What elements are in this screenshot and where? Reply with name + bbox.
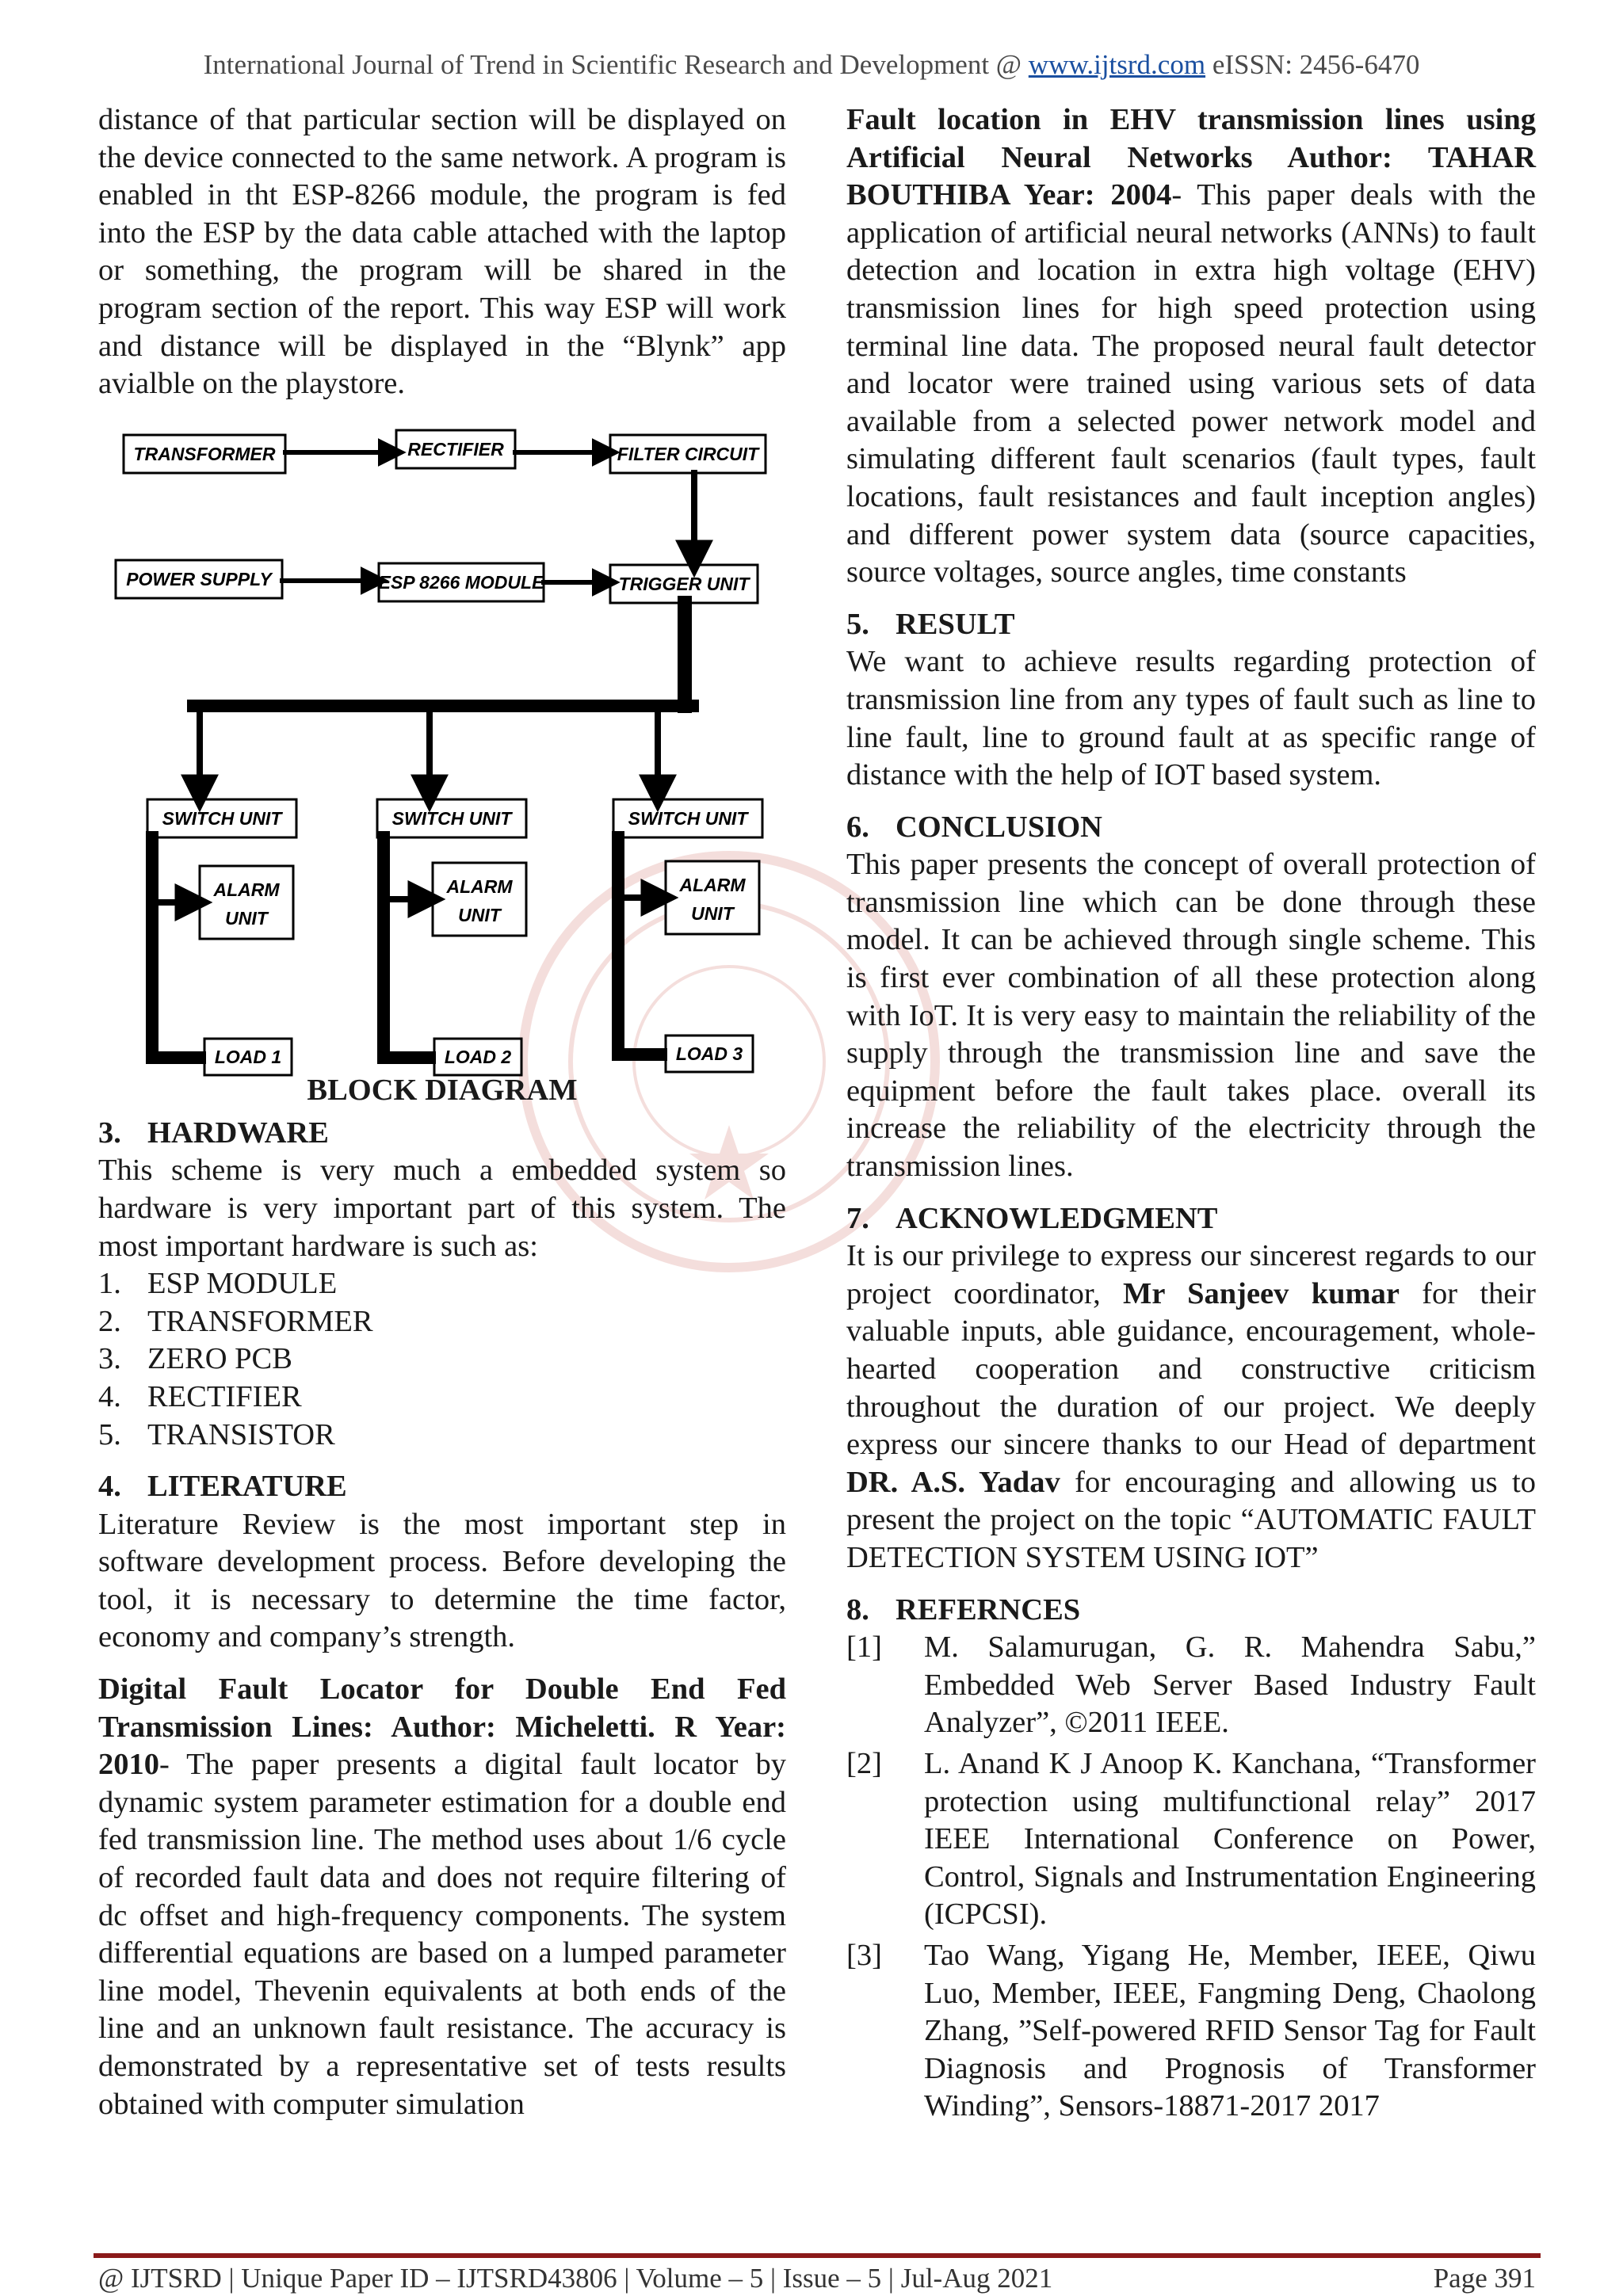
label-rectifier: RECTIFIER [407,438,504,460]
hardware-heading [98,1115,786,1153]
hardware-title: HARDWARE [147,1116,329,1150]
hardware-list [98,1265,786,1454]
refs-heading [846,1592,1536,1630]
list-item-num: 4. [98,1379,121,1413]
literature-heading [98,1468,786,1506]
list-item [98,1379,786,1417]
reference-text: M. Salamurugan, G. R. Mahendra Sabu,” Embedded Web Server Based Industry Fault Analyzer”, ©2011 IEEE. [924,1630,1536,1740]
hardware-num: 3. [98,1116,121,1150]
label-alarm-1a: ALARM [213,879,280,900]
ack-heading [846,1200,1536,1238]
ack-text-3: for encouraging and allowing us to present the project on the topic “AUTOMATIC FAULT DETECTION SYSTEM USING IOT” [846,1465,1537,1574]
ack-coordinator: Mr Sanjeev kumar [1123,1276,1400,1310]
diagram-caption: BLOCK DIAGRAM [307,1073,578,1107]
result-num: 5. [846,607,869,641]
ack-text-2: for their valuable inputs, able guidance, encouragement, whole-hearted cooperation and constructive criticism throughout the duration of our project. We deeply express our sincere thanks to our Head of department [846,1276,1536,1462]
label-alarm-2a: ALARM [446,875,513,897]
running-header [0,49,1623,81]
feeder-1 [152,837,200,1058]
running-footer [98,2263,1536,2294]
conclusion-heading [846,809,1536,847]
header-issn: eISSN: 2456-6470 [1205,49,1420,80]
literature-num: 4. [98,1470,121,1504]
ack-paragraph [846,1238,1536,1577]
label-alarm-2b: UNIT [458,904,501,925]
digital-fault-text: - The paper presents a digital fault locator by dynamic system parameter estimation for a double end fed transmission line. The method uses about 1/6 cycle of recorded fault data and does not require filtering of dc offset and high-frequency components. The system differential equations are based on a lumped parameter line model, Thevenin equivalents at both ends of the line and an unknown fault resistance. The accuracy is demonstrated by a representative set of tests results obtained with computer simulation [98,1748,786,2121]
label-esp: ESP 8266 MODULE [378,571,544,593]
list-item-num: 2. [98,1304,121,1338]
refs-num: 8. [846,1592,869,1627]
feeder-3 [618,837,661,1055]
result-title: RESULT [896,607,1015,641]
reference-text: L. Anand K J Anoop K. Kanchana, “Transformer protection using multifunctional relay” 2017 IEEE International Conference on Power, Control, Signals and Instrumentation Engineering (ICPCSI). [924,1746,1536,1932]
journal-link[interactable]: www.ijtsrd.com [1028,49,1206,80]
list-item [98,1341,786,1379]
reference-text: Tao Wang, Yigang He, Member, IEEE, Qiwu Luo, Member, IEEE, Fangming Deng, Chaolong Zhang, ”Self-powered RFID Sensor Tag for Fault Diagnosis and Prognosis of Transformer Winding”, Sensors-18871-2017 2017 [924,1938,1536,2123]
reference-item [846,1629,1536,1742]
ack-hod: DR. A.S. Yadav [846,1465,1060,1499]
reference-number: [1] [846,1630,882,1665]
label-load-2: LOAD 2 [444,1046,512,1067]
result-heading [846,606,1536,644]
list-item-label: TRANSFORMER [147,1304,373,1338]
digital-fault-title: Digital Fault Locator for Double End Fed Transmission Lines: Author: Micheletti. R Year: 2010 [98,1672,786,1782]
reference-item [846,1745,1536,1934]
feeder-2 [384,837,430,1058]
list-item-label: ZERO PCB [147,1342,292,1376]
label-power-supply: POWER SUPPLY [126,568,272,589]
ack-title: ACKNOWLEDGMENT [896,1201,1218,1235]
fault-location-paragraph [846,101,1536,592]
reference-number: [3] [846,1938,882,1972]
footer-info: @ IJTSRD | Unique Paper ID – IJTSRD43806 | Volume – 5 | Issue – 5 | Jul-Aug 2021 [98,2263,1053,2294]
right-column [846,101,1536,2129]
conclusion-title: CONCLUSION [896,810,1102,844]
label-switch-2: SWITCH UNIT [391,807,512,829]
label-switch-3: SWITCH UNIT [628,807,748,829]
fault-location-text: - This paper deals with the application of artificial neural networks (ANNs) to fault detection and location in extra high voltage (EHV) transmission lines for high speed protection using terminal line data. The proposed neural fault detector and locator were trained using various sets of data available from a selected power network model and simulating different fault scenarios (fault types, fault locations, fault resistances and fault inception angles) and different power system data (source capacities, source voltages, source angles, time constants [846,178,1536,589]
label-alarm-3b: UNIT [691,902,734,924]
list-item-label: ESP MODULE [147,1267,338,1301]
refs-title: REFERNCES [896,1592,1081,1627]
label-load-1: LOAD 1 [214,1046,282,1067]
block-diagram [98,418,786,1115]
list-item-label: TRANSISTOR [147,1417,335,1451]
label-load-3: LOAD 3 [675,1043,743,1064]
label-transformer: TRANSFORMER [133,443,276,464]
list-item-num: 3. [98,1342,121,1376]
list-item [98,1417,786,1455]
intro-paragraph: distance of that particular section will be displayed on the device connected to the same network. A program is enabled in tht ESP-8266 module, the program is fed into the ESP by the data cable attached with the laptop or something, the program will be shared in the program section of the report. This way ESP will work and distance will be displayed in the “Blynk” app avialble on the playstore. [98,103,786,401]
label-alarm-1b: UNIT [225,907,268,929]
left-column [98,101,786,2123]
list-item-num: 5. [98,1417,121,1451]
reference-number: [2] [846,1746,882,1780]
digital-fault-paragraph [98,1671,786,2123]
result-paragraph: We want to achieve results regarding protection of transmission line from any types of fault such as line to line fault, line to ground fault at as specific range of distance with the help of IOT based system. [846,645,1536,792]
ack-text-1: It is our privilege to express our sincerest regards to our project coordinator, [846,1239,1536,1310]
ack-num: 7. [846,1201,869,1235]
list-item [98,1303,786,1341]
list-item-num: 1. [98,1267,121,1301]
page-number: Page 391 [1433,2263,1536,2294]
reference-list [846,1629,1536,2126]
header-journal: International Journal of Trend in Scientific Research and Development @ [203,49,1029,80]
conclusion-num: 6. [846,810,869,844]
conclusion-paragraph: This paper presents the concept of overall protection of transmission line which can be done through these model. It can be achieved through single scheme. This is first ever combination of all these protection along with IoT. It is very easy to maintain the reliability of the supply through the transmission line and save the equipment before the fault takes place. overall its increase the reliability of the electricity through the transmission lines. [846,848,1536,1184]
label-trigger: TRIGGER UNIT [618,573,750,594]
hardware-paragraph: This scheme is very much a embedded system so hardware is very important part of this system. The most important hardware is such as: [98,1154,786,1263]
label-switch-1: SWITCH UNIT [162,807,282,829]
label-alarm-3a: ALARM [679,874,746,895]
list-item-label: RECTIFIER [147,1379,302,1413]
literature-paragraph: Literature Review is the most important step in software development process. Before developing the tool, it is necessary to determine the time factor, economy and company’s strength. [98,1507,786,1654]
list-item [98,1265,786,1303]
footer-rule [94,2253,1541,2258]
literature-title: LITERATURE [147,1470,347,1504]
label-filter: FILTER CIRCUIT [617,443,759,464]
fault-location-title: Fault location in EHV transmission lines using Artificial Neural Networks Author: TAHAR BOUTHIBA Year: 2004 [846,103,1536,212]
reference-item [846,1937,1536,2126]
